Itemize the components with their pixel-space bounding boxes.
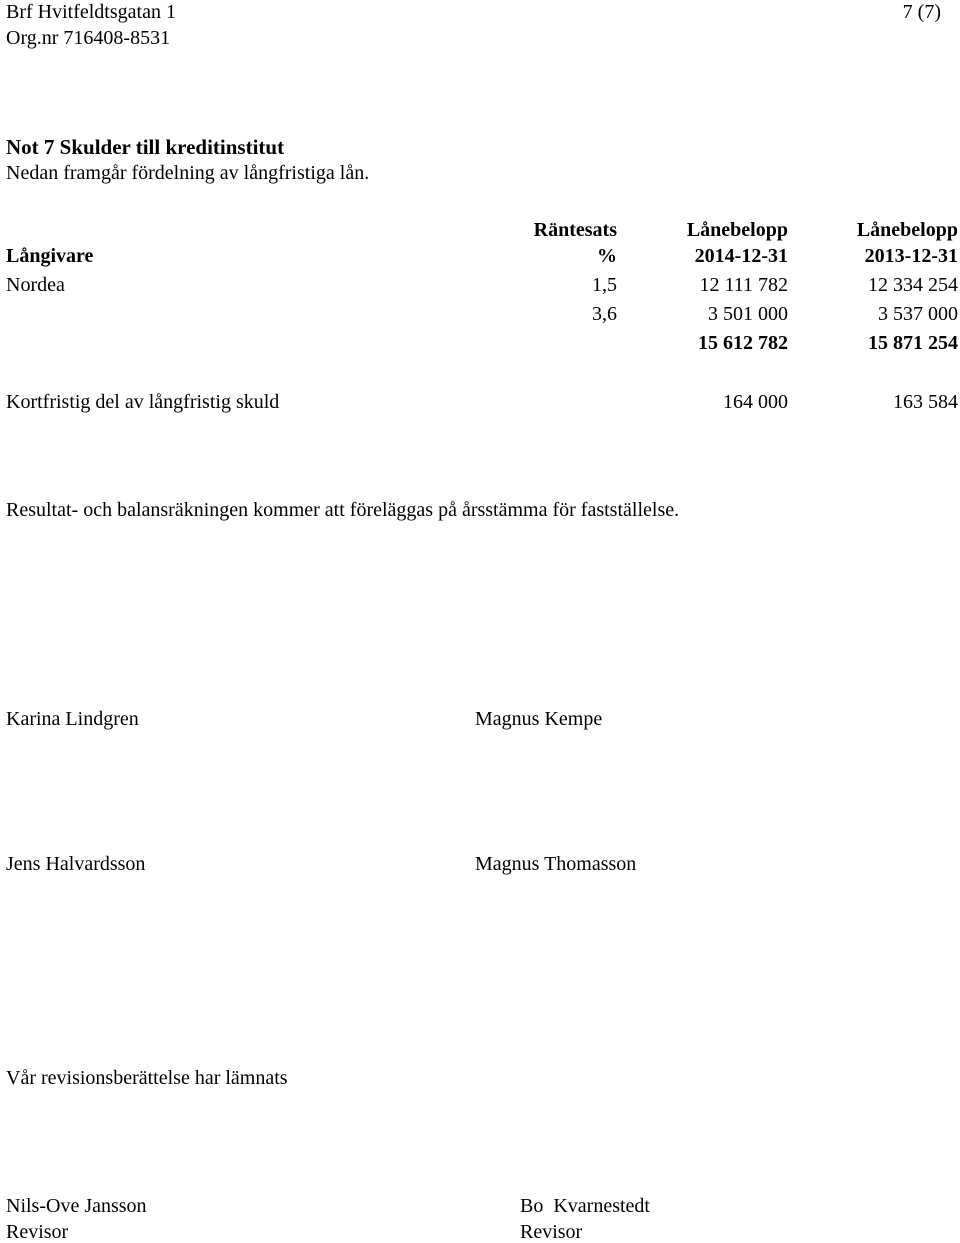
header-lender: Långivare: [6, 245, 94, 267]
auditor-role: Revisor: [6, 1221, 69, 1243]
header-amount-2014-line2: 2014-12-31: [694, 245, 788, 267]
row-amount-2014: 12 111 782: [699, 274, 788, 296]
signatory-name: Jens Halvardsson: [6, 853, 146, 875]
auditor-name: Nils-Ove Jansson: [6, 1195, 147, 1217]
audit-report-note: Vår revisionsberättelse har lämnats: [6, 1067, 288, 1089]
closing-statement: Resultat- och balansräkningen kommer att föreläggas på årsstämma för fastställelse.: [6, 499, 680, 521]
note-subtitle: Nedan framgår fördelning av långfristiga lån.: [6, 162, 370, 184]
signatory-name: Karina Lindgren: [6, 708, 139, 730]
header-amount-2013-line2: 2013-12-31: [864, 245, 958, 267]
total-amount-2014: 15 612 782: [698, 332, 788, 354]
row-lender: Nordea: [6, 274, 65, 296]
short-term-amount-2014: 164 000: [723, 391, 788, 413]
row-amount-2013: 12 334 254: [868, 274, 958, 296]
auditor-name: Bo Kvarnestedt: [520, 1195, 650, 1217]
header-amount-2014-line1: Lånebelopp: [686, 219, 788, 241]
row-rate: 1,5: [592, 274, 617, 296]
short-term-amount-2013: 163 584: [893, 391, 958, 413]
org-number: Org.nr 716408-8531: [6, 27, 171, 49]
org-name: Brf Hvitfeldtsgatan 1: [6, 1, 176, 23]
total-amount-2013: 15 871 254: [868, 332, 958, 354]
note-title: Not 7 Skulder till kreditinstitut: [6, 135, 285, 159]
page-number: 7 (7): [902, 1, 941, 23]
short-term-label: Kortfristig del av långfristig skuld: [6, 391, 280, 413]
header-rate-line1: Räntesats: [533, 219, 617, 241]
row-rate: 3,6: [592, 303, 617, 325]
signatory-name: Magnus Kempe: [475, 708, 603, 730]
row-amount-2014: 3 501 000: [708, 303, 788, 325]
row-amount-2013: 3 537 000: [878, 303, 958, 325]
signatory-name: Magnus Thomasson: [475, 853, 637, 875]
header-amount-2013-line1: Lånebelopp: [856, 219, 958, 241]
header-rate-line2: %: [597, 245, 617, 267]
auditor-role: Revisor: [520, 1221, 583, 1243]
